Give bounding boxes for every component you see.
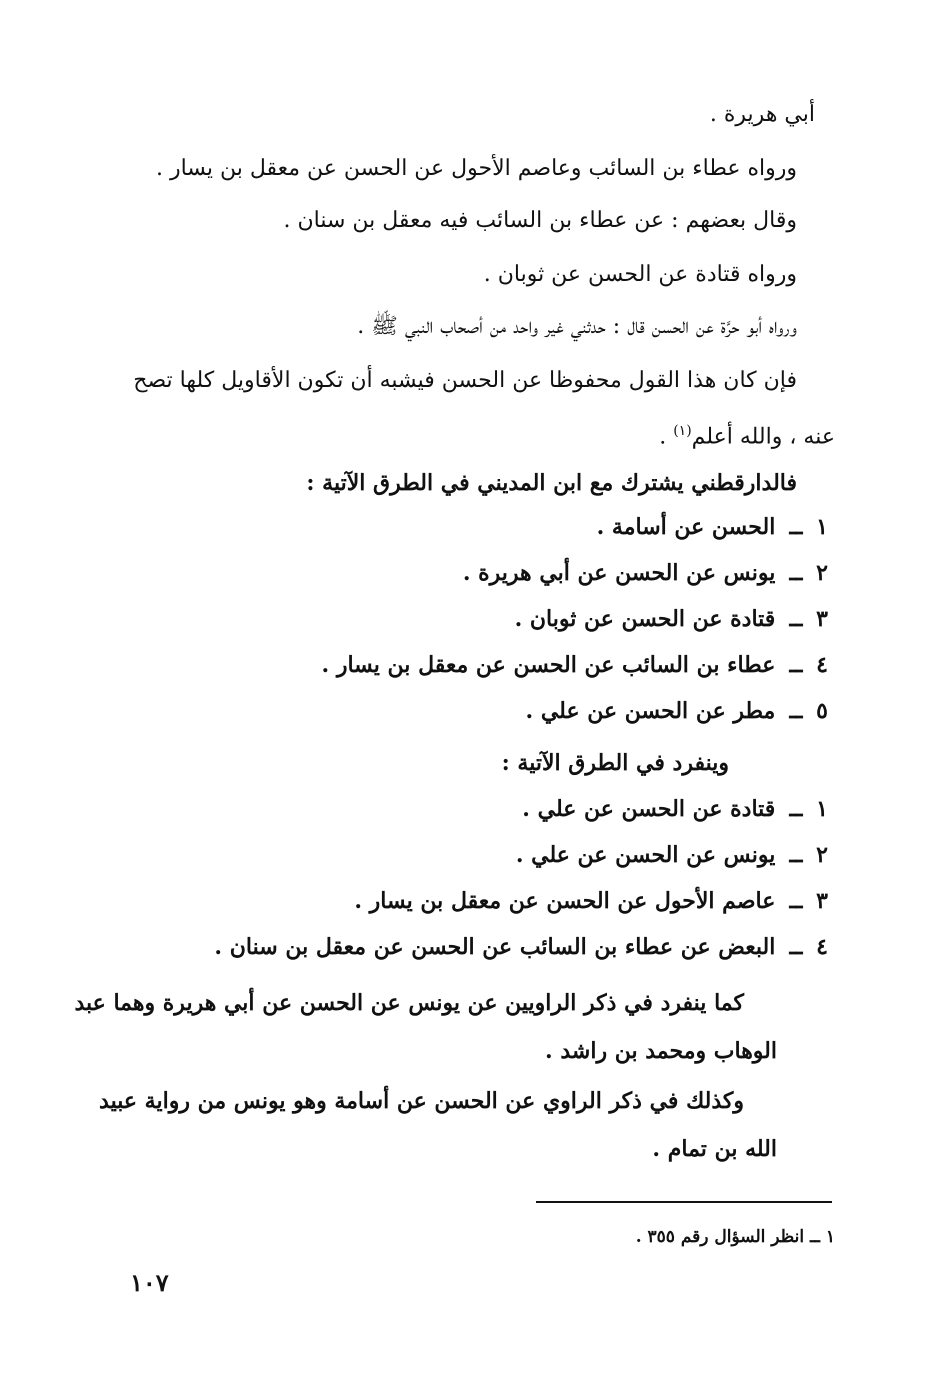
item-dash: ــ (789, 514, 803, 540)
closing-line-1: كما ينفرد في ذكر الراويين عن يونس عن الحسن عن أبي هريرة وهما عبد (74, 990, 744, 1016)
unique-route-item (354, 886, 835, 916)
item-number: ٤ (816, 652, 828, 678)
item-text: البعض عن عطاء بن السائب عن الحسن عن معقل بن سنان . (214, 934, 776, 960)
item-dash: ــ (789, 934, 803, 960)
item-number: ١ (816, 796, 828, 822)
footnote-text: ١ ــ انظر السؤال رقم ٣٥٥ . (635, 1227, 835, 1247)
shared-routes-intro: فالدارقطني يشترك مع ابن المديني في الطرق الآتية : (306, 470, 797, 496)
footnote-reference: (١) (673, 423, 692, 439)
item-dash: ــ (789, 606, 803, 632)
text-line-7 (659, 416, 835, 452)
line-end-period: . (659, 424, 674, 450)
item-number: ١ (816, 514, 828, 540)
page-number: ١٠٧ (130, 1268, 169, 1297)
item-dash: ــ (789, 698, 803, 724)
shared-route-item (526, 696, 835, 726)
item-dash: ــ (789, 842, 803, 868)
text-line-6: فإن كان هذا القول محفوظا عن الحسن فيشبه أن تكون الأقاويل كلها تصح (133, 368, 797, 393)
text-line-3: وقال بعضهم : عن عطاء بن السائب فيه معقل بن سنان . (283, 208, 797, 233)
item-text: عطاء بن السائب عن الحسن عن معقل بن يسار . (321, 652, 776, 678)
text-line-5: ورواه أبو حرَّة عن الحسن قال : حدثني غير واحد من أصحاب النبي ﷺ . (357, 314, 797, 339)
item-text: يونس عن الحسن عن علي . (515, 842, 776, 868)
item-number: ٢ (816, 842, 828, 868)
closing-line-3: وكذلك في ذكر الراوي عن الحسن عن أسامة وهو يونس من رواية عبيد (99, 1088, 744, 1114)
item-text: الحسن عن أسامة . (596, 514, 776, 540)
item-number: ٣ (816, 606, 828, 632)
item-number: ٣ (816, 888, 828, 914)
item-text: عاصم الأحول عن الحسن عن معقل بن يسار . (354, 888, 776, 914)
item-dash: ــ (789, 560, 803, 586)
item-text: قتادة عن الحسن عن علي . (522, 796, 776, 822)
text-line-1: أبي هريرة . (709, 102, 815, 127)
item-text: مطر عن الحسن عن علي . (525, 698, 776, 724)
closing-line-2: الوهاب ومحمد بن راشد . (545, 1038, 777, 1064)
footnote-divider (536, 1201, 832, 1203)
item-number: ٤ (816, 934, 828, 960)
unique-routes-heading: وينفرد في الطرق الآتية : (501, 750, 729, 776)
text-line-4: ورواه قتادة عن الحسن عن ثوبان . (483, 262, 797, 287)
shared-route-item (597, 512, 835, 542)
unique-route-item (522, 794, 835, 824)
unique-route-item (516, 840, 835, 870)
item-dash: ــ (789, 888, 803, 914)
item-dash: ــ (789, 652, 803, 678)
item-text: يونس عن الحسن عن أبي هريرة . (462, 560, 776, 586)
closing-line-4: الله بن تمام . (652, 1136, 777, 1162)
text-line-2: ورواه عطاء بن السائب وعاصم الأحول عن الحسن عن معقل بن يسار . (155, 156, 797, 181)
shared-route-item (322, 650, 836, 680)
item-number: ٥ (816, 698, 828, 724)
text-line-7-body: عنه ، والله أعلم (691, 424, 835, 450)
item-dash: ــ (789, 796, 803, 822)
shared-route-item (463, 558, 835, 588)
item-number: ٢ (816, 560, 828, 586)
shared-route-item (515, 604, 835, 634)
item-text: قتادة عن الحسن عن ثوبان . (514, 606, 776, 632)
unique-route-item (214, 932, 835, 962)
